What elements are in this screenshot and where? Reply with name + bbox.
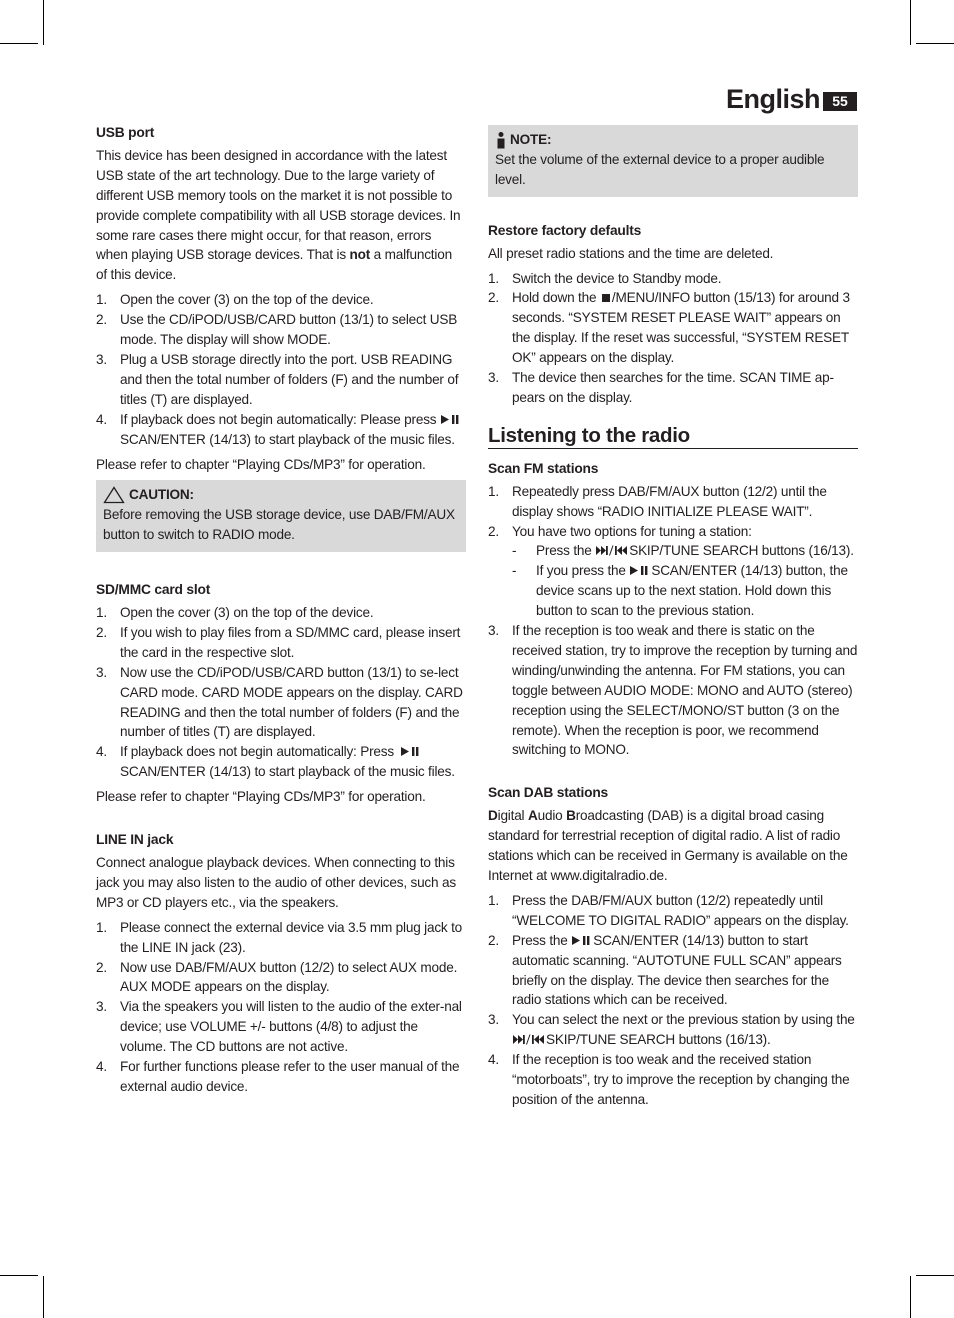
list-item: 1. Repeatedly press DAB/FM/AUX button (12/2) until the display shows “RADIO INITIALIZE PLEASE WAIT”. [488, 483, 827, 519]
left-column [96, 123, 466, 1102]
usb-refer: Please refer to chapter “Playing CDs/MP3” for operation. [96, 456, 426, 472]
list-item: 1. Open the cover (3) on the top of the device. [96, 605, 374, 621]
list-item: 3. Plug a USB storage directly into the port. USB READING and then the total number of folders (F) and the number of titles (T) are displayed. [96, 351, 459, 407]
radio-section-title: Listening to the radio [488, 426, 858, 449]
dab-intro: Digital Audio Broadcasting (DAB) is a digital broad casing standard for terrestrial reception of digital radio. A list of radio stations which can be received in Germany is available on the Internet at www.digitalradio.de. [488, 808, 848, 883]
note-box [488, 125, 858, 197]
skip-icon [512, 1034, 546, 1045]
list-item: 2. If you wish to play files from a SD/MMC card, please insert the card in the respective slot. [96, 624, 461, 660]
list-item: 4. For further functions please refer to the user manual of the external audio device. [96, 1059, 460, 1094]
sd-refer: Please refer to chapter “Playing CDs/MP3” for operation. [96, 789, 426, 805]
list-item: 1. Open the cover (3) on the top of the device. [96, 292, 374, 308]
caution-box [96, 480, 466, 552]
caution-text: Before removing the USB storage device, use DAB/FM/AUX button to switch to RADIO mode. [103, 507, 455, 543]
list-item: 4. If playback does not begin automatically: Please press SCAN/ENTER (14/13) to start playback of the music files. [96, 410, 466, 450]
list-item: 2. Now use DAB/FM/AUX button (12/2) to select AUX mode. AUX MODE appears on the display. [96, 959, 458, 995]
skip-icon [595, 545, 629, 556]
crop-mark [916, 1275, 954, 1276]
list-item: 1. Press the DAB/FM/AUX button (12/2) repeatedly until “WELCOME TO DIGITAL RADIO” appears on the display. [488, 892, 849, 928]
usb-steps [96, 290, 466, 449]
play-pause-icon [571, 935, 593, 946]
page-language-title: English [726, 84, 821, 114]
list-item: 3. Now use the CD/iPOD/USB/CARD button (13/1) to se-lect CARD mode. CARD MODE appears on the display. CARD READING and then the total number of folders (F) and the number of titles (T) are displayed. [96, 664, 463, 740]
usb-heading: USB port [96, 125, 155, 140]
crop-mark [910, 0, 911, 45]
note-text: Set the volume of the external device to a proper audible level. [495, 151, 825, 187]
warning-icon [103, 486, 125, 504]
dab-steps [488, 891, 858, 1110]
fm-heading: Scan FM stations [488, 460, 599, 476]
restore-heading: Restore factory defaults [488, 222, 642, 238]
list-item: 2. Press the SCAN/ENTER (14/13) button to start automatic scanning. “AUTOTUNE FULL SCAN” appears briefly on the display. The device then searches for the radio stations which can be received. [488, 932, 842, 1008]
list-item: 3. You can select the next or the previous station by using the SKIP/TUNE SEARCH buttons (16/13). [488, 1012, 855, 1048]
crop-mark [43, 0, 44, 45]
list-item: 2. Use the CD/iPOD/USB/CARD button (13/1) to select USB mode. The display will show MODE. [96, 312, 458, 348]
crop-mark [0, 43, 38, 44]
list-item: 2. You have two options for tuning a station: - Press the SKIP/TUNE SEARCH buttons (16/13). - If you press the SCAN/ENTER (14/13) button, the device scans up to the next station. Hold down this button to scan to the previous station. [488, 522, 858, 622]
list-item: 3. If the reception is too weak and there is static on the received station, try to improve the reception by turning and winding/unwinding the antenna. For FM stations, you can toggle between AUDIO MODE: MONO and AUTO (stereo) reception using the SELECT/MONO/ST button (3 on the remote). When the reception is poor, we recommend switching to MONO. [488, 623, 858, 758]
play-pause-icon [440, 414, 462, 425]
play-pause-icon [398, 746, 424, 757]
restore-steps [488, 269, 858, 408]
caution-title: CAUTION: [129, 487, 194, 503]
list-item: 3. The device then searches for the time. SCAN TIME ap-pears on the display. [488, 370, 834, 405]
fm-steps [488, 482, 858, 761]
crop-mark [916, 43, 954, 44]
fm-options [512, 541, 858, 621]
info-icon [495, 131, 507, 149]
linein-steps [96, 918, 466, 1097]
list-item: 4. If the reception is too weak and the received station “motorboats”, try to improve the reception by changing the position of the antenna. [488, 1052, 850, 1107]
list-item: 4. If playback does not begin automatically: Press SCAN/ENTER (14/13) to start playback of the music files. [96, 744, 455, 780]
list-item: 3. Via the speakers you will listen to the audio of the exter-nal device; use VOLUME +/- buttons (4/8) to adjust the volume. The CD buttons are not active. [96, 999, 462, 1055]
list-item: - If you press the SCAN/ENTER (14/13) button, the device scans up to the next station. Hold down this button to scan to the previous station. [512, 563, 848, 619]
crop-mark [0, 1275, 38, 1276]
linein-heading: LINE IN jack [96, 832, 174, 848]
list-item: 1. Please connect the external device via 3.5 mm plug jack to the LINE IN jack (23). [96, 919, 463, 955]
linein-intro: Connect analogue playback devices. When connecting to this jack you may also listen to the audio of other devices, such as MP3 or CD players etc., via the speakers. [96, 855, 456, 910]
note-title: NOTE: [510, 132, 552, 147]
list-item: 1. Switch the device to Standby mode. [488, 270, 722, 286]
list-item: - Press the SKIP/TUNE SEARCH buttons (16/13). [512, 543, 854, 559]
stop-icon [600, 293, 612, 303]
usb-intro: This device has been designed in accordance with the latest USB state of the art technology. Due to the large variety of different USB memory tools on the market it is not possible to provide complete compatibility with all USB storage devices. In some rare cases there might occur, for that reason, errors when playing USB storage devices. That is not a malfunction of this device. [96, 147, 461, 283]
crop-mark [43, 1276, 44, 1318]
restore-intro: All preset radio stations and the time are deleted. [488, 245, 774, 261]
list-item: 2. Hold down the /MENU/INFO button (15/13) for around 3 seconds. “SYSTEM RESET PLEASE WAIT” appears on the display. If the reset was successful, “SYSTEM RESET OK” appears on the display. [488, 290, 850, 366]
crop-mark [910, 1276, 911, 1318]
page-number: 55 [823, 92, 857, 111]
dab-heading: Scan DAB stations [488, 785, 609, 801]
sd-heading: SD/MMC card slot [96, 582, 211, 598]
right-column [488, 125, 858, 1115]
sd-steps [96, 603, 466, 782]
play-pause-icon [629, 565, 651, 576]
